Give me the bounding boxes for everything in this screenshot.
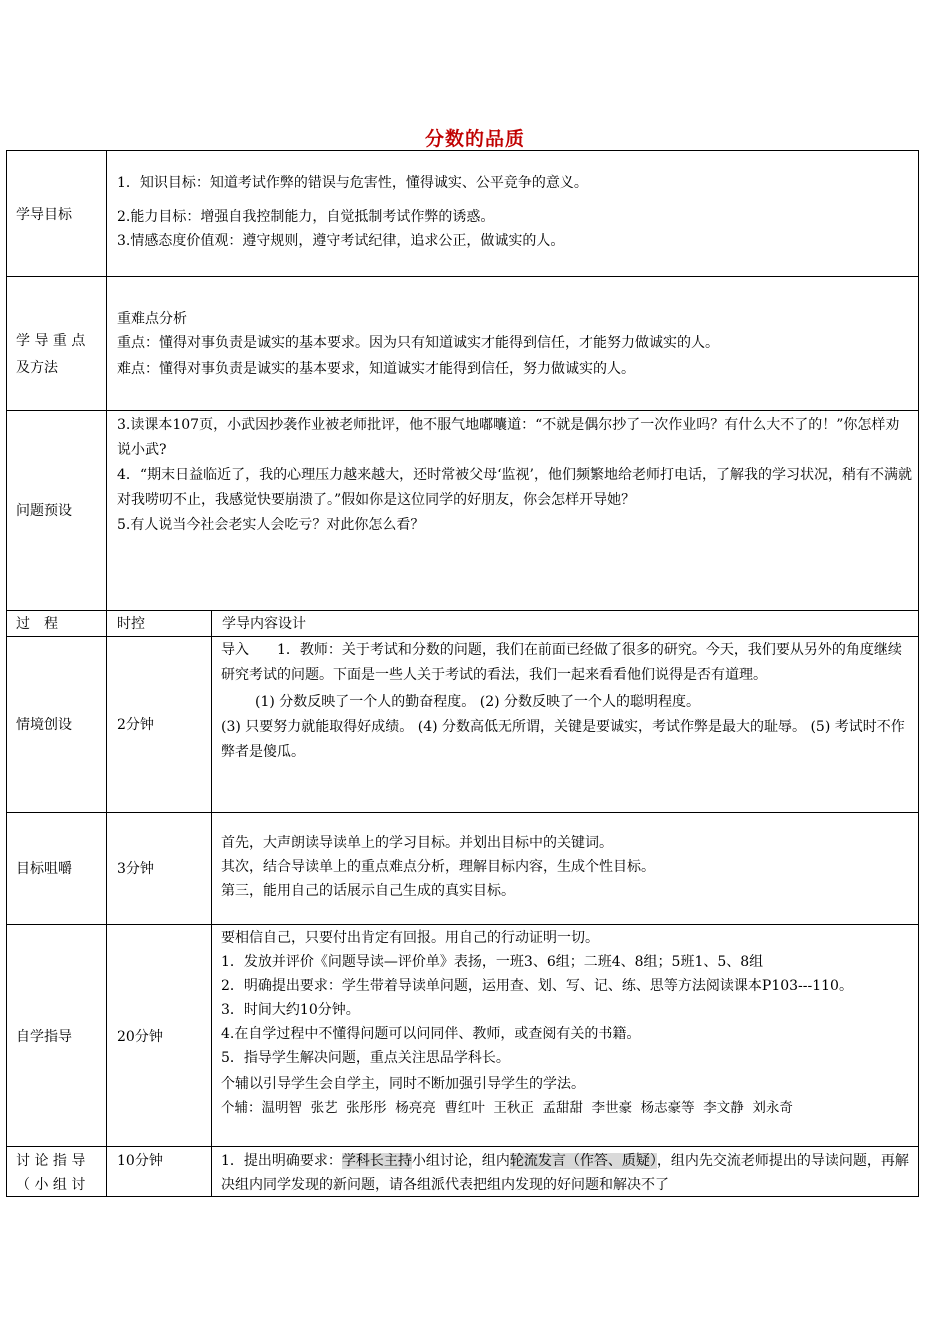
discussion-text-b: 小组讨论，组内	[411, 1153, 510, 1169]
target-label: 目标咀嚼	[16, 861, 72, 877]
situation-opinions-1: (1) 分数反映了一个人的勤奋程度。 (2) 分数反映了一个人的聪明程度。	[255, 694, 701, 710]
goals-label: 学导目标	[16, 207, 72, 223]
discussion-time: 10分钟	[117, 1153, 163, 1169]
target-line: 第三，能用自己的话展示自己生成的真实目标。	[221, 883, 515, 899]
selfstudy-line: 2．明确提出要求：学生带着导读单问题，运用查、划、写、记、练、思等方法阅读课本P103---110。	[221, 978, 853, 994]
selfstudy-content	[221, 926, 911, 1120]
focus-line: 重点：懂得对事负责是诚实的基本要求。因为只有知道诚实才能得到信任，才能努力做诚实的人。	[117, 335, 719, 351]
discussion-text	[221, 1149, 913, 1197]
situation-opinions-2: (3) 只要努力就能取得好成绩。 (4) 分数高低无所谓，关键是要诚实，考试作弊是最大的耻辱。 (5) 考试时不作弊者是傻瓜。	[221, 719, 905, 760]
header-time: 时控	[117, 616, 145, 632]
focus-line: 难点：懂得对事负责是诚实的基本要求，知道诚实才能得到信任，努力做诚实的人。	[117, 361, 635, 377]
situation-intro: 导入 1．教师：关于考试和分数的问题，我们在前面已经做了很多的研究。今天，我们要从另外的角度继续研究考试的问题。下面是一些人关于考试的看法，我们一起来看看他们说得是否有道理。	[221, 642, 902, 683]
header-content: 学导内容设计	[222, 616, 306, 632]
discussion-text-a: 1．提出明确要求：	[221, 1153, 342, 1169]
highlight-speaking-turns: 轮流发言（作答、质疑）	[509, 1153, 657, 1169]
questions-content	[117, 413, 912, 538]
selfstudy-line: 3．时间大约10分钟。	[221, 1002, 360, 1018]
page-title: 分数的品质	[424, 128, 525, 150]
goals-content	[117, 171, 907, 253]
discussion-content	[221, 1149, 913, 1197]
focus-label-line: 及方法	[16, 360, 58, 376]
questions-label: 问题预设	[16, 503, 72, 519]
question-5: 5.有人说当今社会老实人会吃亏？对此你怎么看？	[117, 517, 425, 533]
discussion-label	[16, 1149, 102, 1197]
header-process: 过 程	[16, 616, 58, 632]
situation-label: 情境创设	[16, 717, 72, 733]
highlight-subject-leader: 学科长主持	[341, 1153, 412, 1169]
focus-content	[117, 307, 907, 381]
target-line: 其次，结合导读单上的重点难点分析，理解目标内容，生成个性目标。	[221, 859, 655, 875]
selfstudy-line: 1．发放并评价《问题导读—评价单》表扬，一班3、6组；二班4、8组；5班1、5、8组	[221, 954, 764, 970]
discussion-text-c: ，组内先交流老师提出的导读问题，再解决组内同学发现的新问题，请各组派代表把组内发现的好问题和解决不了	[221, 1153, 909, 1193]
question-3: 3.读课本107页，小武因抄袭作业被老师批评，他不服气地嘟囔道：“不就是偶尔抄了一次作业吗？有什么大不了的！”你怎样劝说小武?	[117, 417, 900, 458]
discussion-label-line: 讨 论 指 导	[16, 1153, 86, 1169]
goal-line: 1．知识目标：知道考试作弊的错误与危害性，懂得诚实、公平竞争的意义。	[117, 175, 588, 191]
selfstudy-line: 个辅以引导学生会自学主，同时不断加强引导学生的学法。	[221, 1076, 585, 1092]
selfstudy-line: 个辅：温明智 张艺 张彤彤 杨亮亮 曹红叶 王秋正 孟甜甜 李世豪 杨志豪等 李文静 刘永奇	[221, 1100, 793, 1116]
goal-line: 2.能力目标：增强自我控制能力，自觉抵制考试作弊的诱惑。	[117, 209, 495, 225]
selfstudy-label: 自学指导	[16, 1029, 72, 1045]
question-4: 4．“期末日益临近了，我的心理压力越来越大，还时常被父母‘监视’，他们频繁地给老师打电话，了解我的学习状况，稍有不满就对我唠叨不止，我感觉快要崩溃了。”假如你是这位同学的好朋友，你会怎样开导她？	[117, 467, 912, 508]
selfstudy-line: 5．指导学生解决问题，重点关注思品学科长。	[221, 1050, 510, 1066]
selfstudy-line: 要相信自己，只要付出肯定有回报。用自己的行动证明一切。	[221, 930, 599, 946]
target-content	[221, 831, 911, 903]
focus-line: 重难点分析	[117, 311, 187, 327]
discussion-label-line: （ 小 组 讨	[16, 1177, 86, 1193]
selfstudy-line: 4.在自学过程中不懂得问题可以问同伴、教师，或查阅有关的书籍。	[221, 1026, 641, 1042]
goal-line: 3.情感态度价值观：遵守规则，遵守考试纪律，追求公正，做诚实的人。	[117, 233, 565, 249]
selfstudy-time: 20分钟	[117, 1029, 163, 1045]
target-time: 3分钟	[117, 861, 154, 877]
situation-time: 2分钟	[117, 717, 154, 733]
focus-label-line: 学 导 重 点	[16, 333, 86, 349]
focus-label	[16, 329, 102, 380]
target-line: 首先，大声朗读导读单上的学习目标。并划出目标中的关键词。	[221, 835, 613, 851]
situation-content	[221, 638, 911, 765]
